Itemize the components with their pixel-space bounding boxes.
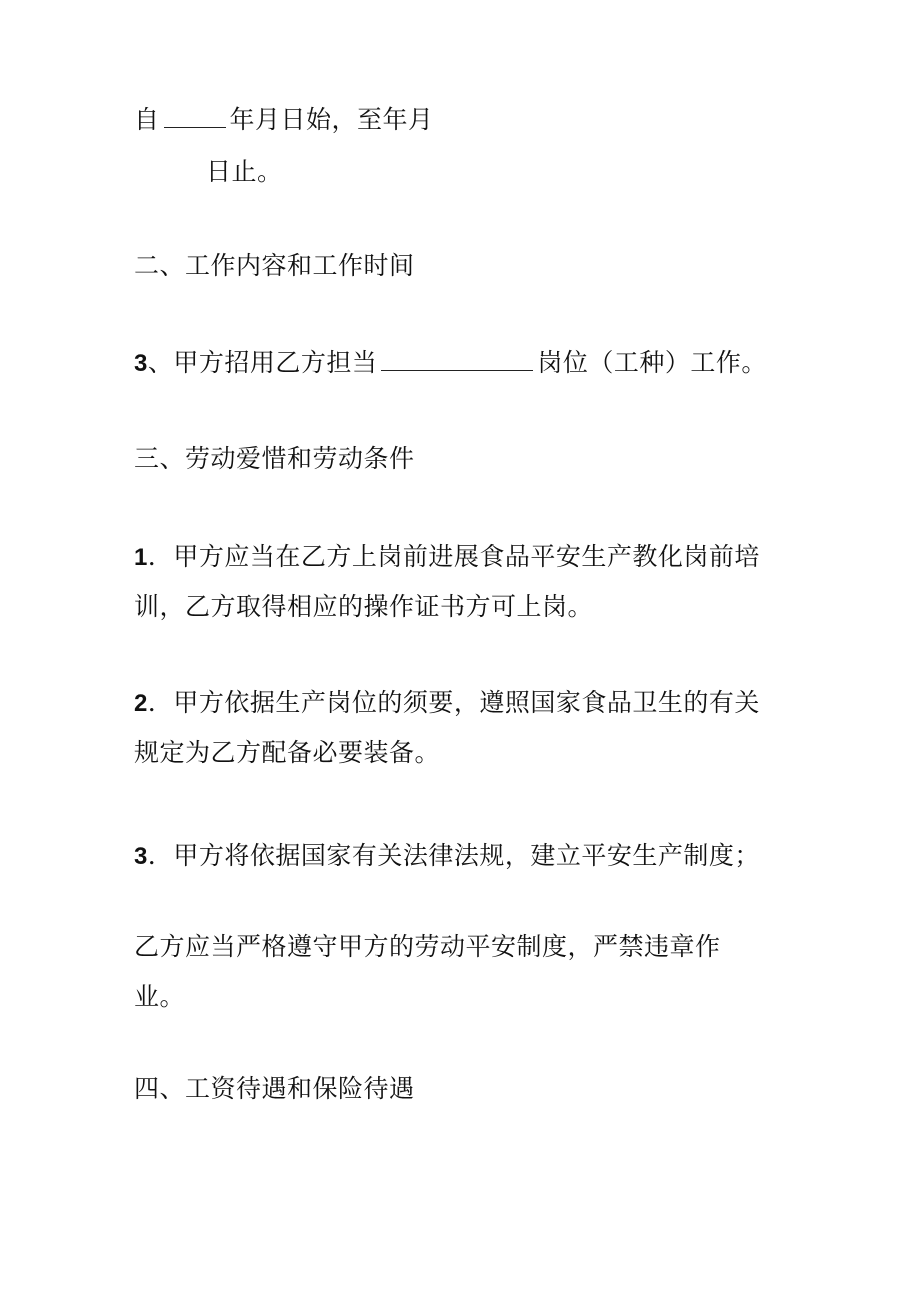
paragraph-2-line-1 — [134, 685, 760, 722]
term-suffix: 年月日始，至年月 — [229, 105, 434, 134]
paragraph-text: ．甲方依据生产岗位的须要，遵照国家食品卫生的有关 — [147, 688, 760, 717]
paragraph-4-line-1: 乙方应当严格遵守甲方的劳动平安制度，严禁违章作 — [134, 932, 721, 961]
term-start-line — [134, 102, 434, 138]
term-end-line: 日止。 — [206, 157, 283, 186]
date-blank — [164, 105, 226, 128]
clause-text-after: 岗位（工种）工作。 — [537, 348, 767, 377]
section-heading-3: 三、劳动爱惜和劳动条件 — [134, 444, 415, 473]
position-blank — [381, 348, 533, 371]
paragraph-number: 3 — [134, 843, 148, 870]
section-heading-2: 二、工作内容和工作时间 — [134, 251, 415, 280]
paragraph-1-line-1 — [134, 539, 760, 576]
clause-number: 3 — [134, 350, 148, 377]
paragraph-number: 2 — [134, 690, 148, 717]
paragraph-number: 1 — [134, 544, 148, 571]
term-prefix: 自 — [134, 105, 160, 134]
section-heading-4: 四、工资待遇和保险待遇 — [134, 1074, 415, 1103]
paragraph-3-line-1 — [134, 838, 760, 875]
paragraph-4-line-2: 业。 — [134, 982, 186, 1011]
clause-3-position — [134, 345, 767, 382]
paragraph-1-line-2: 训，乙方取得相应的操作证书方可上岗。 — [134, 592, 594, 621]
paragraph-text: ．甲方将依据国家有关法律法规，建立平安生产制度； — [147, 841, 760, 870]
paragraph-2-line-2: 规定为乙方配备必要装备。 — [134, 738, 441, 767]
paragraph-text: ．甲方应当在乙方上岗前进展食品平安生产教化岗前培 — [147, 542, 760, 571]
clause-text-before: 、甲方招用乙方担当 — [147, 348, 378, 377]
